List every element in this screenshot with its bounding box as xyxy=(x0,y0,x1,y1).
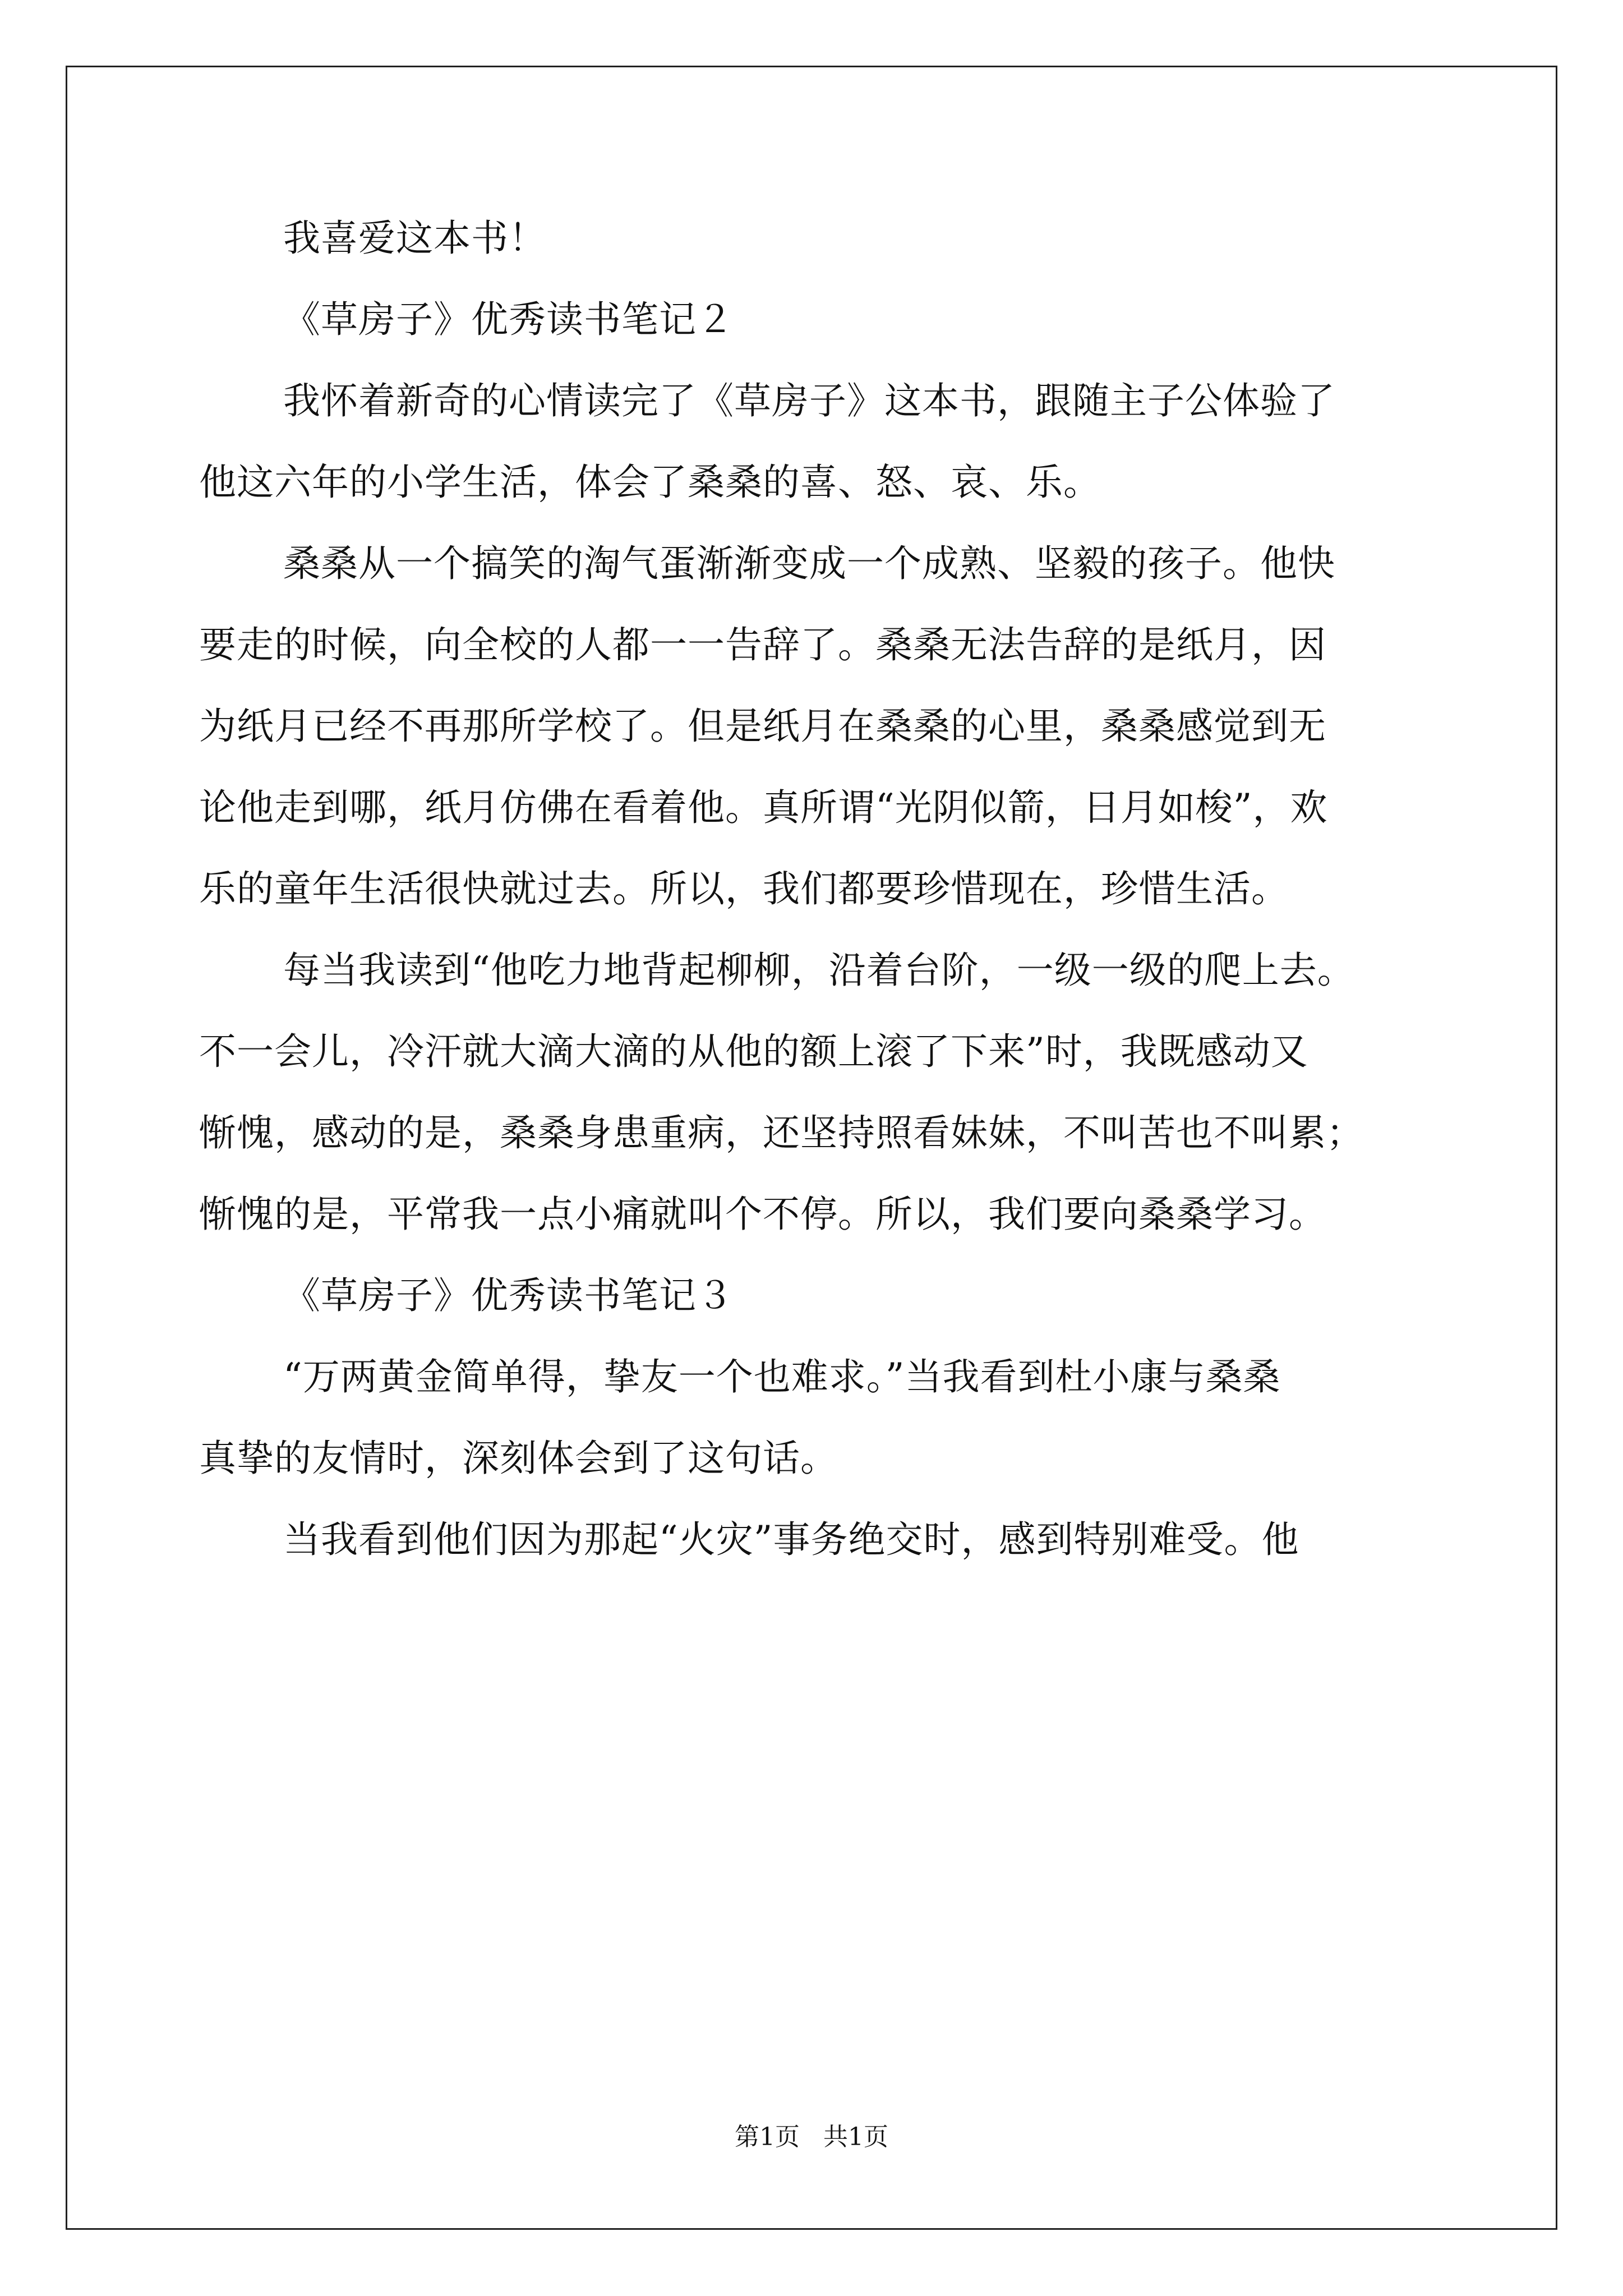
text-line: “万两黄金简单得，挚友一个也难求。”当我看到杜小康与桑桑 xyxy=(283,1355,1281,1398)
section-heading: 《草房子》优秀读书笔记２ xyxy=(283,298,734,341)
text-line: 乐的童年生活很快就过去。所以，我们都要珍惜现在，珍惜生活。 xyxy=(199,867,1289,910)
text-line: 我怀着新奇的心情读完了《草房子》这本书，跟随主子公体验了 xyxy=(283,379,1335,422)
text-line: 当我看到他们因为那起“火灾”事务绝交时，感到特别难受。他 xyxy=(283,1518,1299,1561)
section-heading: 《草房子》优秀读书笔记３ xyxy=(283,1274,734,1317)
current-page-label: 第1页 xyxy=(735,2123,800,2151)
text-line: 论他走到哪，纸月仿佛在看着他。真所谓“光阴似箭，日月如梭”，欢 xyxy=(199,786,1328,829)
text-line: 他这六年的小学生活，体会了桑桑的喜、怒、哀、乐。 xyxy=(199,461,1101,504)
text-line: 不一会儿，冷汗就大滴大滴的从他的额上滚了下来”时，我既感动又 xyxy=(199,1030,1308,1073)
text-line: 我喜爱这本书！ xyxy=(283,217,546,260)
text-line: 桑桑从一个搞笑的淘气蛋渐渐变成一个成熟、坚毅的孩子。他快 xyxy=(283,542,1335,585)
text-line: 真挚的友情时，深刻体会到了这句话。 xyxy=(199,1437,838,1480)
text-line: 为纸月已经不再那所学校了。但是纸月在桑桑的心里，桑桑感觉到无 xyxy=(199,705,1326,748)
text-line: 惭愧，感动的是，桑桑身患重病，还坚持照看妹妹，不叫苦也不叫累； xyxy=(199,1111,1364,1154)
page-footer xyxy=(0,2120,1623,2154)
total-pages-label: 共1页 xyxy=(823,2123,888,2151)
text-line: 每当我读到“他吃力地背起柳柳，沿着台阶，一级一级的爬上去。 xyxy=(283,949,1355,992)
text-line: 要走的时候，向全校的人都一一告辞了。桑桑无法告辞的是纸月，因 xyxy=(199,623,1326,666)
text-line: 惭愧的是，平常我一点小痛就叫个不停。所以，我们要向桑桑学习。 xyxy=(199,1193,1326,1236)
